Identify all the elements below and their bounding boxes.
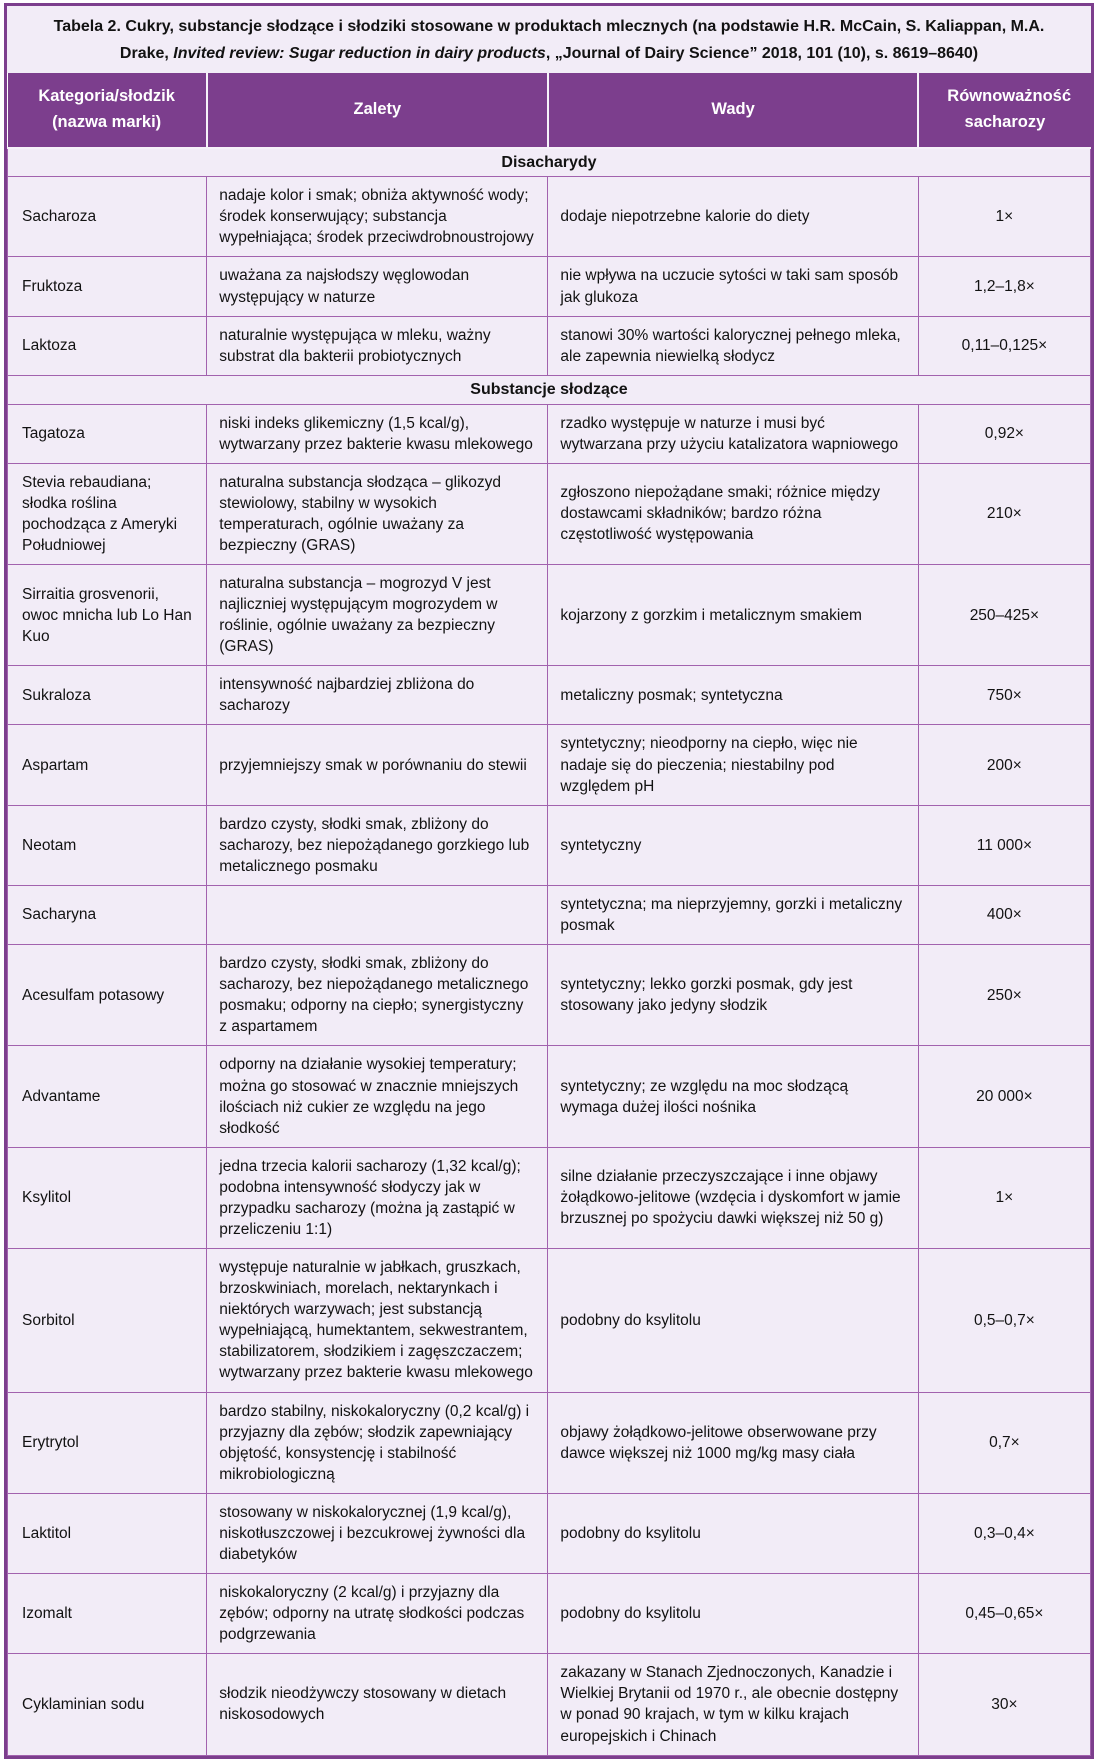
advantages-cell: intensywność najbardziej zbliżona do sacharozy	[207, 666, 548, 725]
table-row	[8, 805, 1091, 885]
equivalence-cell: 1,2–1,8×	[918, 257, 1090, 316]
table-title	[7, 6, 1091, 73]
equivalence-cell: 0,45–0,65×	[918, 1574, 1090, 1654]
disadvantages-cell: silne działanie przeczyszczające i inne objawy żołądkowo-jelitowe (wzdęcia i dyskomfort w jamie brzusznej po spożyciu dawki większej niż 50 g)	[548, 1147, 918, 1248]
disadvantages-cell: podobny do ksylitolu	[548, 1249, 918, 1392]
disadvantages-cell: objawy żołądkowo-jelitowe obserwowane przy dawce większej niż 1000 mg/kg masy ciała	[548, 1392, 918, 1493]
disadvantages-cell: kojarzony z gorzkim i metalicznym smakiem	[548, 565, 918, 666]
disadvantages-cell: rzadko występuje w naturze i musi być wytwarzana przy użyciu katalizatora wapniowego	[548, 404, 918, 463]
advantages-cell: stosowany w niskokalorycznej (1,9 kcal/g), niskotłuszczowej i bezcukrowej żywności dla diabetyków	[207, 1493, 548, 1573]
disadvantages-cell: podobny do ksylitolu	[548, 1574, 918, 1654]
disadvantages-cell: nie wpływa na uczucie sytości w taki sam sposób jak glukoza	[548, 257, 918, 316]
category-cell: Laktoza	[8, 316, 207, 375]
equivalence-cell: 250–425×	[918, 565, 1090, 666]
disadvantages-cell: metaliczny posmak; syntetyczna	[548, 666, 918, 725]
advantages-cell: nadaje kolor i smak; obniża aktywność wody; środek konserwujący; substancja wypełniająca; środek przeciwdrobnoustrojowy	[207, 177, 548, 257]
disadvantages-cell: zakazany w Stanach Zjednoczonych, Kanadzie i Wielkiej Brytanii od 1970 r., ale obecnie dostępny w ponad 90 krajach, w tym w kilku krajach europejskich i Chinach	[548, 1654, 918, 1755]
category-cell: Neotam	[8, 805, 207, 885]
advantages-cell: naturalna substancja słodząca – glikozyd stewiolowy, stabilny w wysokich temperaturach, ogólnie uważany za bezpieczny (GRAS)	[207, 463, 548, 564]
equivalence-cell: 0,11–0,125×	[918, 316, 1090, 375]
table-row	[8, 463, 1091, 564]
sweeteners-table	[7, 73, 1091, 1755]
equivalence-cell: 750×	[918, 666, 1090, 725]
category-cell: Erytrytol	[8, 1392, 207, 1493]
disadvantages-cell: podobny do ksylitolu	[548, 1493, 918, 1573]
section-header-label: Substancje słodzące	[8, 375, 1091, 404]
advantages-cell: odporny na działanie wysokiej temperatury; można go stosować w znacznie mniejszych ilościach niż cukier ze względu na jego słodkość	[207, 1046, 548, 1147]
equivalence-cell: 400×	[918, 885, 1090, 944]
equivalence-cell: 30×	[918, 1654, 1090, 1755]
section-header-row	[8, 375, 1091, 404]
equivalence-cell: 0,3–0,4×	[918, 1493, 1090, 1573]
table-row	[8, 565, 1091, 666]
disadvantages-cell: syntetyczny; nieodporny na ciepło, więc nie nadaje się do pieczenia; niestabilny pod względem pH	[548, 725, 918, 805]
disadvantages-cell: stanowi 30% wartości kalorycznej pełnego mleka, ale zapewnia niewielką słodycz	[548, 316, 918, 375]
advantages-cell: naturalna substancja – mogrozyd V jest najliczniej występującym mogrozydem w roślinie, ogólnie uważany za bezpieczny (GRAS)	[207, 565, 548, 666]
advantages-cell: bardzo czysty, słodki smak, zbliżony do sacharozy, bez niepożądanego gorzkiego lub metalicznego posmaku	[207, 805, 548, 885]
category-cell: Sirraitia grosvenorii, owoc mnicha lub Lo Han Kuo	[8, 565, 207, 666]
category-cell: Sukraloza	[8, 666, 207, 725]
advantages-cell: jedna trzecia kalorii sacharozy (1,32 kcal/g); podobna intensywność słodyczy jak w przypadku sacharozy (można ją zastąpić w przeliczeniu 1:1)	[207, 1147, 548, 1248]
advantages-cell: słodzik nieodżywczy stosowany w dietach niskosodowych	[207, 1654, 548, 1755]
table-row	[8, 725, 1091, 805]
category-cell: Cyklaminian sodu	[8, 1654, 207, 1755]
column-header-category: Kategoria/słodzik (nazwa marki)	[8, 73, 207, 147]
equivalence-cell: 200×	[918, 725, 1090, 805]
table-row	[8, 1249, 1091, 1392]
table-row	[8, 1654, 1091, 1755]
equivalence-cell: 0,7×	[918, 1392, 1090, 1493]
table-row	[8, 1574, 1091, 1654]
equivalence-cell: 1×	[918, 177, 1090, 257]
disadvantages-cell: syntetyczny	[548, 805, 918, 885]
advantages-cell: bardzo czysty, słodki smak, zbliżony do sacharozy, bez niepożądanego metalicznego posmaku; odporny na ciepło; synergistyczny z aspartamem	[207, 945, 548, 1046]
section-header-label: Disacharydy	[8, 148, 1091, 177]
category-cell: Laktitol	[8, 1493, 207, 1573]
table-title-italic: Invited review: Sugar reduction in dairy products	[173, 45, 546, 63]
disadvantages-cell: zgłoszono niepożądane smaki; różnice między dostawcami składników; bardzo różna częstotliwość występowania	[548, 463, 918, 564]
equivalence-cell: 0,5–0,7×	[918, 1249, 1090, 1392]
column-header-advantages: Zalety	[207, 73, 548, 147]
equivalence-cell: 20 000×	[918, 1046, 1090, 1147]
header-row	[8, 73, 1091, 147]
equivalence-cell: 11 000×	[918, 805, 1090, 885]
equivalence-cell: 0,92×	[918, 404, 1090, 463]
category-cell: Fruktoza	[8, 257, 207, 316]
table-row	[8, 257, 1091, 316]
table-row	[8, 1392, 1091, 1493]
category-cell: Aspartam	[8, 725, 207, 805]
table-row	[8, 885, 1091, 944]
column-header-disadvantages: Wady	[548, 73, 918, 147]
table-row	[8, 666, 1091, 725]
advantages-cell: występuje naturalnie w jabłkach, gruszkach, brzoskwiniach, morelach, nektarynkach i niektórych warzywach; jest substancją wypełniającą, humektantem, sekwestrantem, stabilizatorem, słodzikiem i zagęszczaczem; wytwarzany przez bakterie kwasu mlekowego	[207, 1249, 548, 1392]
category-cell: Tagatoza	[8, 404, 207, 463]
table-frame	[4, 3, 1094, 1759]
advantages-cell: bardzo stabilny, niskokaloryczny (0,2 kcal/g) i przyjazny dla zębów; słodzik zapewniający objętość, konsystencję i stabilność mikrobiologiczną	[207, 1392, 548, 1493]
category-cell: Izomalt	[8, 1574, 207, 1654]
column-header-equivalence: Równoważność sacharozy	[918, 73, 1090, 147]
disadvantages-cell: syntetyczna; ma nieprzyjemny, gorzki i metaliczny posmak	[548, 885, 918, 944]
table-header	[8, 73, 1091, 147]
advantages-cell: naturalnie występująca w mleku, ważny substrat dla bakterii probiotycznych	[207, 316, 548, 375]
category-cell: Advantame	[8, 1046, 207, 1147]
table-title-prefix: Tabela 2. Cukry, substancje słodzące i słodziki stosowane w produktach mlecznych (na podstawie H.R. McCain, S. Kaliappan, M.A. Drake,	[53, 18, 1045, 63]
disadvantages-cell: syntetyczny; ze względu na moc słodzącą wymaga dużej ilości nośnika	[548, 1046, 918, 1147]
equivalence-cell: 250×	[918, 945, 1090, 1046]
disadvantages-cell: dodaje niepotrzebne kalorie do diety	[548, 177, 918, 257]
table-row	[8, 177, 1091, 257]
equivalence-cell: 210×	[918, 463, 1090, 564]
table-row	[8, 945, 1091, 1046]
advantages-cell	[207, 885, 548, 944]
advantages-cell: niski indeks glikemiczny (1,5 kcal/g), wytwarzany przez bakterie kwasu mlekowego	[207, 404, 548, 463]
table-row	[8, 404, 1091, 463]
table-title-suffix: , „Journal of Dairy Science” 2018, 101 (10), s. 8619–8640)	[545, 45, 979, 63]
advantages-cell: uważana za najsłodszy węglowodan występujący w naturze	[207, 257, 548, 316]
category-cell: Sacharoza	[8, 177, 207, 257]
category-cell: Acesulfam potasowy	[8, 945, 207, 1046]
category-cell: Sacharyna	[8, 885, 207, 944]
table-body	[8, 148, 1091, 1756]
disadvantages-cell: syntetyczny; lekko gorzki posmak, gdy jest stosowany jako jedyny słodzik	[548, 945, 918, 1046]
table-row	[8, 1493, 1091, 1573]
table-row	[8, 1046, 1091, 1147]
advantages-cell: niskokaloryczny (2 kcal/g) i przyjazny dla zębów; odporny na utratę słodkości podczas podgrzewania	[207, 1574, 548, 1654]
advantages-cell: przyjemniejszy smak w porównaniu do stewii	[207, 725, 548, 805]
category-cell: Stevia rebaudiana; słodka roślina pochodząca z Ameryki Południowej	[8, 463, 207, 564]
table-row	[8, 1147, 1091, 1248]
category-cell: Ksylitol	[8, 1147, 207, 1248]
category-cell: Sorbitol	[8, 1249, 207, 1392]
section-header-row	[8, 148, 1091, 177]
table-row	[8, 316, 1091, 375]
equivalence-cell: 1×	[918, 1147, 1090, 1248]
